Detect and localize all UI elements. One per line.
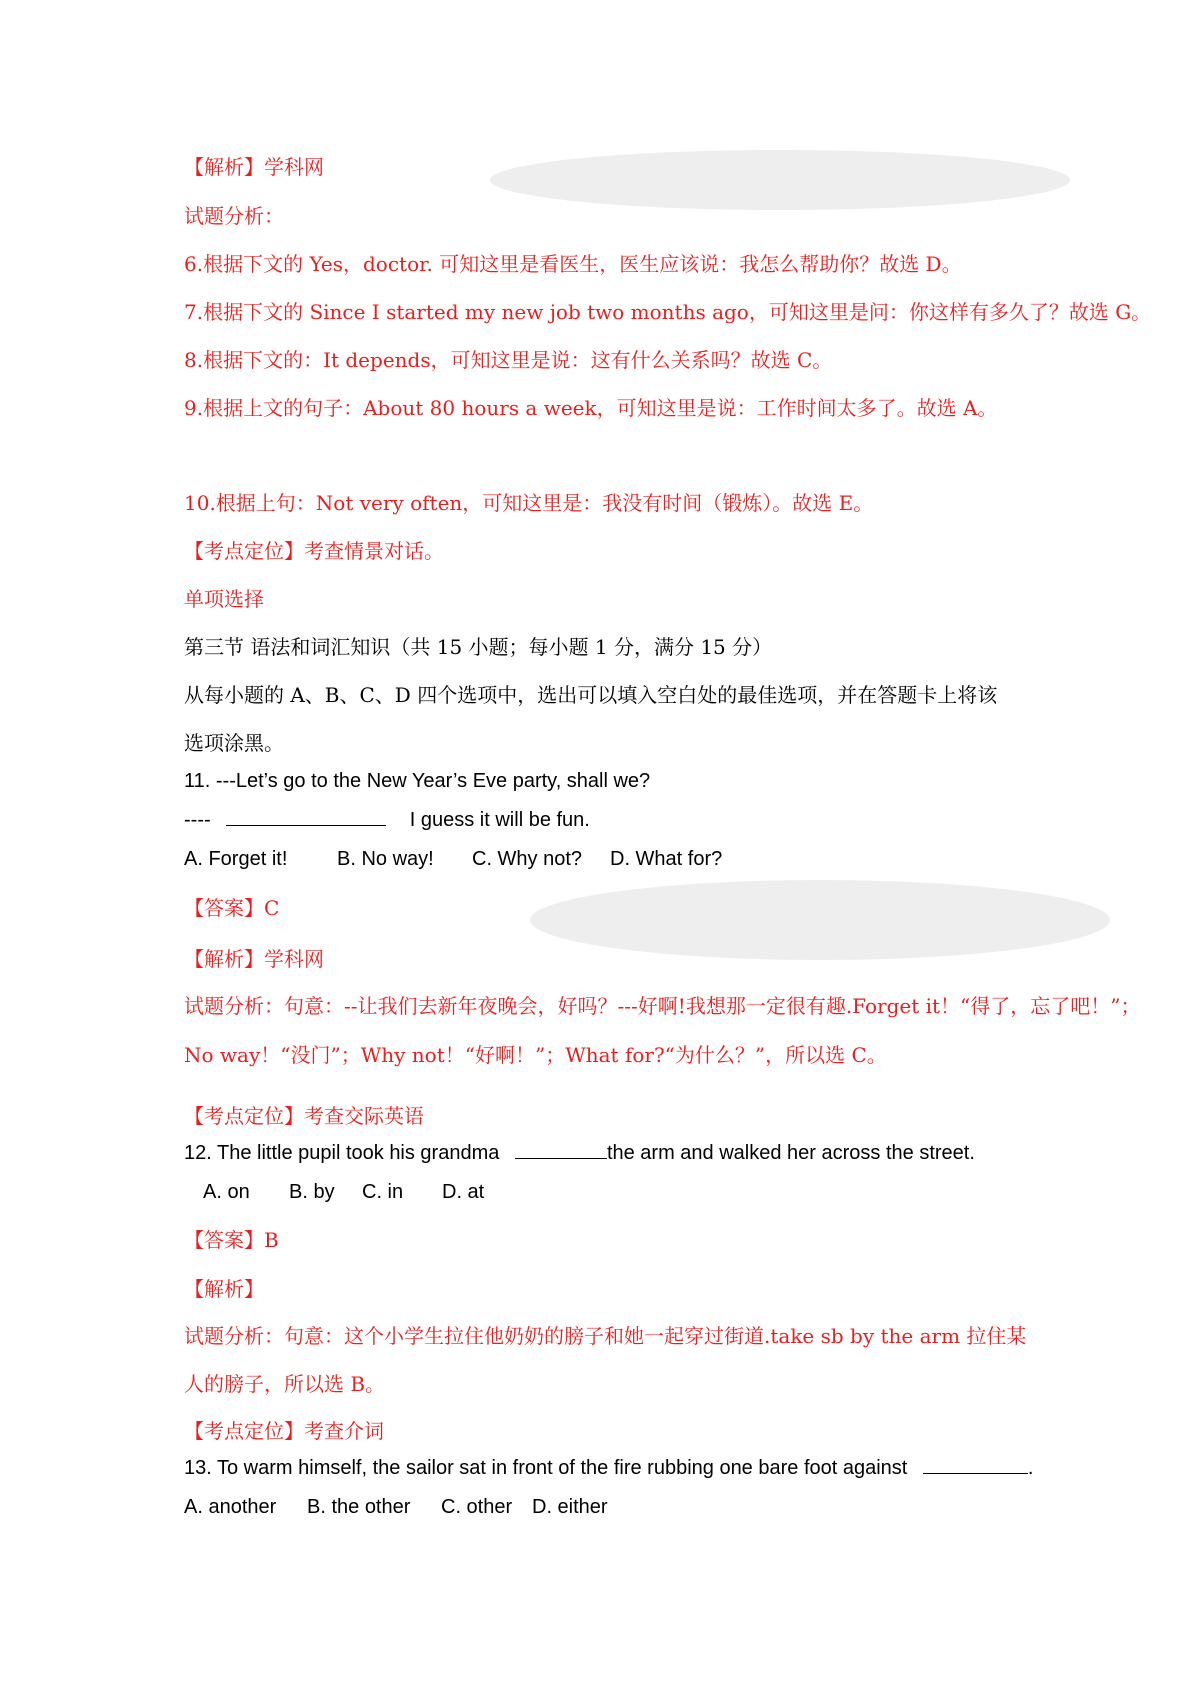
stem-suffix: the arm and walked her across the street. — [606, 1142, 975, 1164]
analysis-text: 试题分析：句意：--让我们去新年夜晚会，好吗？---好啊!我想那一定很有趣.Forget it！“得了，忘了吧！”； — [184, 994, 1141, 1018]
question-12-stem — [184, 1140, 975, 1166]
analysis-item-10: 10.根据上句：Not very often，可知这里是：我没有时间（锻炼）。故选 E。 — [184, 491, 874, 515]
answer-blank — [515, 1140, 607, 1159]
kaodian-label: 【考点定位】考查情景对话。 — [184, 539, 444, 563]
option-a: A. on — [203, 1181, 250, 1203]
stem-prefix: 13. To warm himself, the sailor sat in front of the fire rubbing one bare foot against — [184, 1457, 908, 1479]
question-13-stem — [184, 1455, 1033, 1481]
kaodian-label: 【考点定位】考查交际英语 — [184, 1104, 424, 1128]
stem-suffix: . — [1027, 1457, 1034, 1479]
analysis-text: No way！“没门”；Why not！“好啊！”；What for?“为什么？”，所以选 C。 — [184, 1043, 887, 1067]
question-11-options — [184, 846, 722, 872]
section-title: 第三节 语法和词汇知识（共 15 小题；每小题 1 分，满分 15 分） — [184, 635, 773, 659]
option-c: C. Why not? — [472, 848, 583, 870]
watermark-image — [520, 865, 1120, 975]
section-label: 单项选择 — [184, 587, 264, 611]
analysis-label: 试题分析： — [184, 204, 284, 228]
analysis-item-9: 9.根据上文的句子：About 80 hours a week，可知这里是说：工作时间太多了。故选 A。 — [184, 396, 998, 420]
option-c: C. in — [362, 1181, 404, 1203]
analysis-heading: 【解析】 — [184, 1277, 264, 1301]
answer-blank — [923, 1455, 1028, 1474]
option-a: A. another — [184, 1496, 277, 1518]
question-13-options — [184, 1494, 608, 1520]
analysis-heading: 【解析】学科网 — [184, 947, 324, 971]
option-d: D. What for? — [610, 848, 723, 870]
answer-blank — [226, 807, 386, 826]
option-b: B. No way! — [337, 848, 434, 870]
section-instruction: 选项涂黑。 — [184, 731, 284, 755]
option-b: B. by — [289, 1181, 335, 1203]
answer-label: 【答案】C — [184, 896, 280, 920]
analysis-text: 人的膀子，所以选 B。 — [184, 1372, 386, 1396]
analysis-item-8: 8.根据下文的：It depends，可知这里是说：这有什么关系吗？故选 C。 — [184, 348, 833, 372]
section-instruction: 从每小题的 A、B、C、D 四个选项中，选出可以填入空白处的最佳选项，并在答题卡上将该 — [184, 683, 998, 707]
analysis-item-7: 7.根据下文的 Since I started my new job two months ago，可知这里是问：你这样有多久了？故选 G。 — [184, 300, 1152, 324]
analysis-item-6: 6.根据下文的 Yes，doctor. 可知这里是看医生，医生应该说：我怎么帮助你？故选 D。 — [184, 252, 962, 276]
watermark-image — [480, 135, 1080, 225]
reply-prefix: ---- — [184, 809, 211, 831]
stem-prefix: 12. The little pupil took his grandma — [184, 1142, 500, 1164]
reply-suffix: I guess it will be fun. — [409, 809, 590, 831]
option-d: D. either — [532, 1496, 608, 1518]
option-d: D. at — [442, 1181, 485, 1203]
analysis-text: 试题分析：句意：这个小学生拉住他奶奶的膀子和她一起穿过街道.take sb by the arm 拉住某 — [184, 1324, 1027, 1348]
kaodian-label: 【考点定位】考查介词 — [184, 1419, 384, 1443]
answer-label: 【答案】B — [184, 1228, 279, 1252]
question-11-reply — [184, 807, 590, 833]
question-12-options — [203, 1179, 484, 1205]
option-a: A. Forget it! — [184, 848, 288, 870]
option-c: C. other — [441, 1496, 513, 1518]
analysis-heading: 【解析】学科网 — [184, 155, 324, 179]
option-b: B. the other — [307, 1496, 411, 1518]
question-11-stem: 11. ---Let’s go to the New Year’s Eve party, shall we? — [184, 770, 651, 792]
